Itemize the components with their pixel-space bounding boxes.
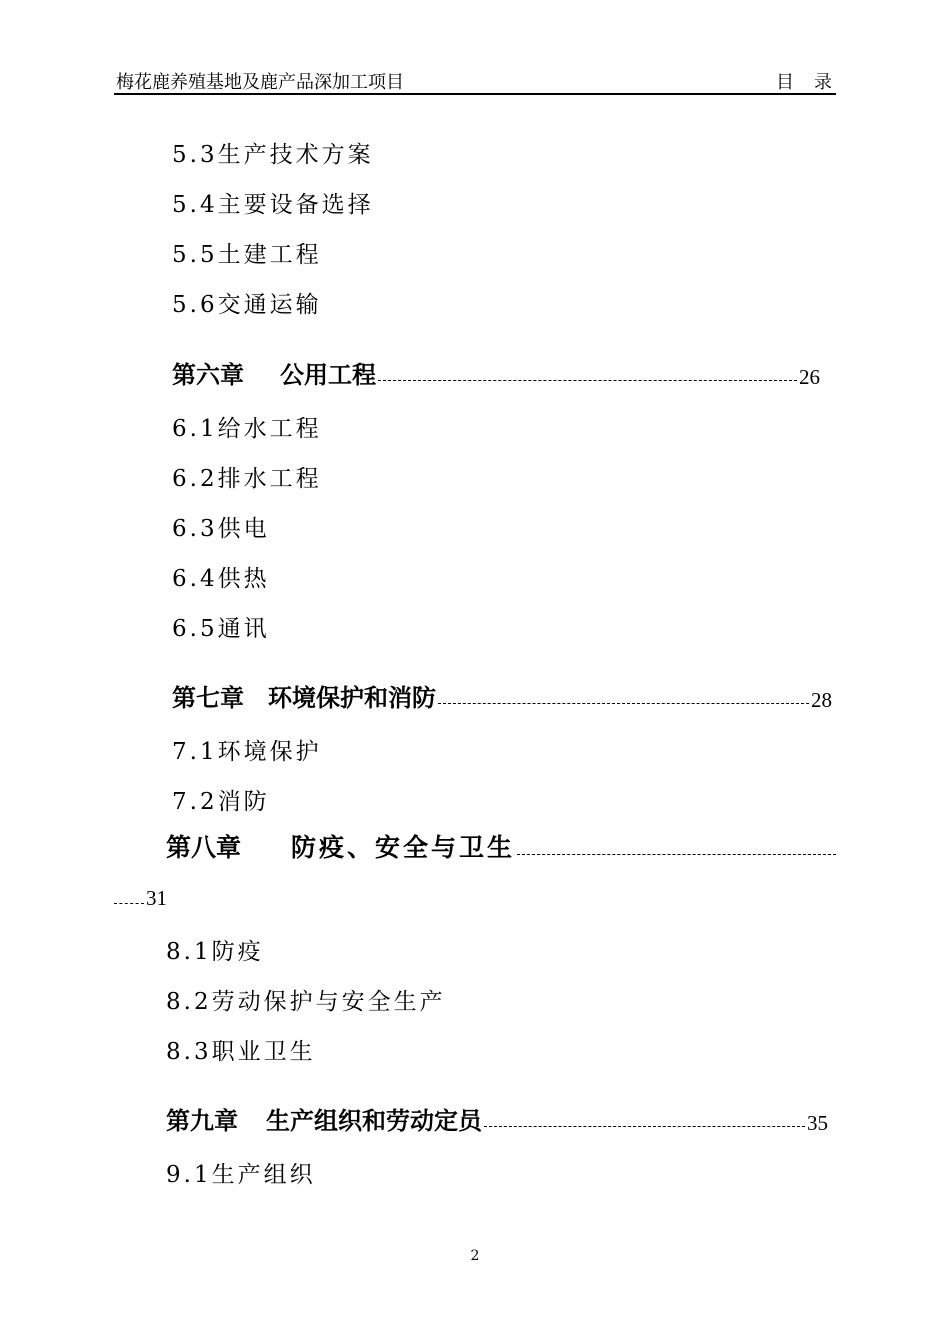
toc-entry-8-3: 8.3职业卫生 [166,1039,316,1065]
toc-entry-5-4: 5.4主要设备选择 [172,192,374,218]
toc-entry-8-2: 8.2劳动保护与安全生产 [166,989,446,1015]
leader-dots [378,380,797,381]
chapter-page: 26 [799,365,820,389]
toc-entry-5-5: 5.5土建工程 [172,242,322,268]
chapter-number: 第八章 [166,833,242,862]
chapter-number: 第九章 [166,1106,238,1135]
toc-chapter-8 [166,834,836,864]
toc-chapter-7 [172,683,832,713]
toc-entry-6-2: 6.2排水工程 [172,466,322,492]
page-number: 2 [470,1248,480,1264]
toc-entry-6-4: 6.4供热 [172,566,270,592]
chapter-page: 31 [146,886,167,910]
header-section: 目录 [776,72,852,93]
toc-entry-7-1: 7.1环境保护 [172,739,322,765]
chapter-title: 公用工程 [280,360,376,389]
chapter-page: 28 [811,688,832,712]
toc-chapter-8-continuation [114,886,167,911]
toc-entry-6-1: 6.1给水工程 [172,416,322,442]
chapter-number: 第七章 [172,683,244,712]
header-title: 梅花鹿养殖基地及鹿产品深加工项目 [116,72,404,93]
chapter-title: 环境保护和消防 [268,683,436,712]
leader-dots [484,1126,805,1127]
chapter-title: 防疫、安全与卫生 [291,833,516,862]
toc-entry-5-3: 5.3生产技术方案 [172,142,374,168]
toc-entry-5-6: 5.6交通运输 [172,292,322,318]
chapter-title: 生产组织和劳动定员 [266,1106,482,1135]
toc-entry-7-2: 7.2消防 [172,789,270,815]
toc-entry-9-1: 9.1生产组织 [166,1162,316,1188]
toc-entry-6-3: 6.3供电 [172,516,270,542]
toc-chapter-9 [166,1106,828,1136]
toc-chapter-6 [172,360,820,390]
chapter-number: 第六章 [172,360,244,389]
toc-entry-6-5: 6.5通讯 [172,616,270,642]
leader-dots [438,703,809,704]
toc-entry-8-1: 8.1防疫 [166,939,264,965]
leader-dots [114,903,144,904]
chapter-page: 35 [807,1111,828,1135]
header-rule [114,93,836,95]
leader-dots [517,854,836,855]
